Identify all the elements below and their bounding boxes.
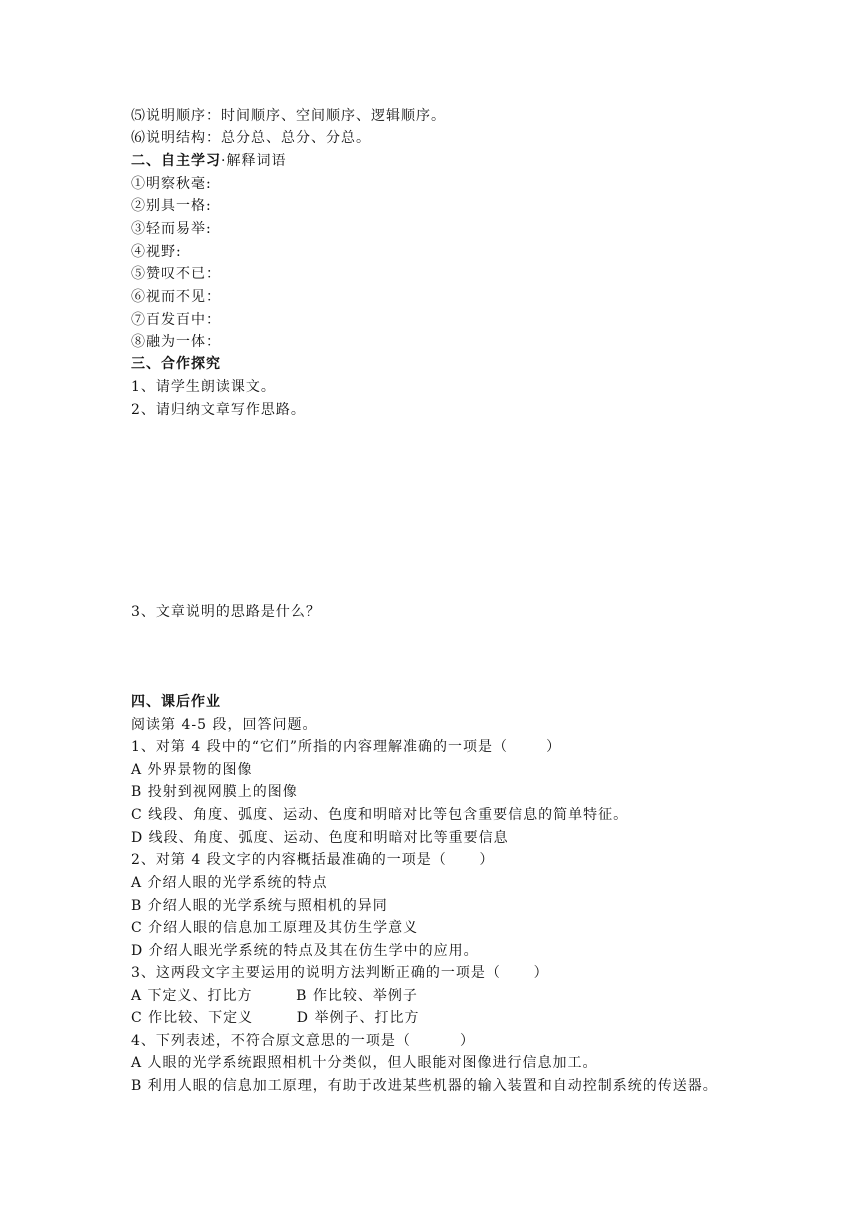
- intro-item-6: ⑹说明结构：总分总、总分、分总。: [131, 130, 371, 146]
- section-3-question-2: 2、请归纳文章写作思路。: [131, 402, 306, 418]
- answer-option: A 人眼的光学系统跟照相机十分类似，但人眼能对图像进行信息加工。: [131, 1055, 598, 1071]
- word-item: ②别具一格:: [131, 198, 212, 214]
- word-item: ⑥视而不见：: [131, 289, 221, 305]
- answer-option: B 介绍人眼的光学系统与照相机的异同: [131, 898, 388, 914]
- answer-option: A 下定义、打比方 B 作比较、举例子: [131, 988, 418, 1004]
- answer-option: A 外界景物的图像: [131, 762, 253, 778]
- word-item: ⑧融为一体：: [131, 334, 221, 350]
- homework-question-3: 3、这两段文字主要运用的说明方法判断正确的一项是（ ）: [131, 965, 549, 981]
- word-item: ③轻而易举:: [131, 221, 212, 237]
- section-3-heading: 三、合作探究: [131, 356, 221, 372]
- section-2-heading-rest: ·解释词语: [221, 153, 287, 169]
- intro-item-5: ⑸说明顺序：时间顺序、空间顺序、逻辑顺序。: [131, 108, 446, 124]
- section-3-question-3: 3、文章说明的思路是什么？: [131, 604, 321, 620]
- section-2-heading: [131, 151, 286, 171]
- section-4-intro: 阅读第 4-5 段，回答问题。: [131, 717, 318, 733]
- answer-option: D 线段、角度、弧度、运动、色度和明暗对比等重要信息: [131, 830, 509, 846]
- answer-option: B 投射到视网膜上的图像: [131, 784, 298, 800]
- homework-question-4: 4、下列表述，不符合原文意思的一项是（ ）: [131, 1033, 475, 1049]
- section-4-heading: 四、课后作业: [131, 694, 221, 710]
- answer-option: A 介绍人眼的光学系统的特点: [131, 875, 328, 891]
- answer-option: C 线段、角度、弧度、运动、色度和明暗对比等包含重要信息的简单特征。: [131, 807, 629, 823]
- answer-option: B 利用人眼的信息加工原理，有助于改进某些机器的输入装置和自动控制系统的传送器。: [131, 1078, 718, 1094]
- section-2-heading-bold: 二、自主学习: [131, 153, 221, 169]
- homework-question-1: 1、对第 4 段中的“它们”所指的内容理解准确的一项是（ ）: [131, 739, 562, 755]
- answer-option: D 介绍人眼光学系统的特点及其在仿生学中的应用。: [131, 943, 479, 959]
- answer-option: C 介绍人眼的信息加工原理及其仿生学意义: [131, 920, 419, 936]
- section-3-question-1: 1、请学生朗读课文。: [131, 379, 276, 395]
- word-item: ①明察秋毫:: [131, 176, 212, 192]
- word-item: ④视野:: [131, 244, 182, 260]
- homework-question-2: 2、对第 4 段文字的内容概括最准确的一项是（ ）: [131, 852, 495, 868]
- word-item: ⑦百发百中：: [131, 312, 221, 328]
- answer-option: C 作比较、下定义 D 举例子、打比方: [131, 1010, 420, 1026]
- word-item: ⑤赞叹不已：: [131, 266, 221, 282]
